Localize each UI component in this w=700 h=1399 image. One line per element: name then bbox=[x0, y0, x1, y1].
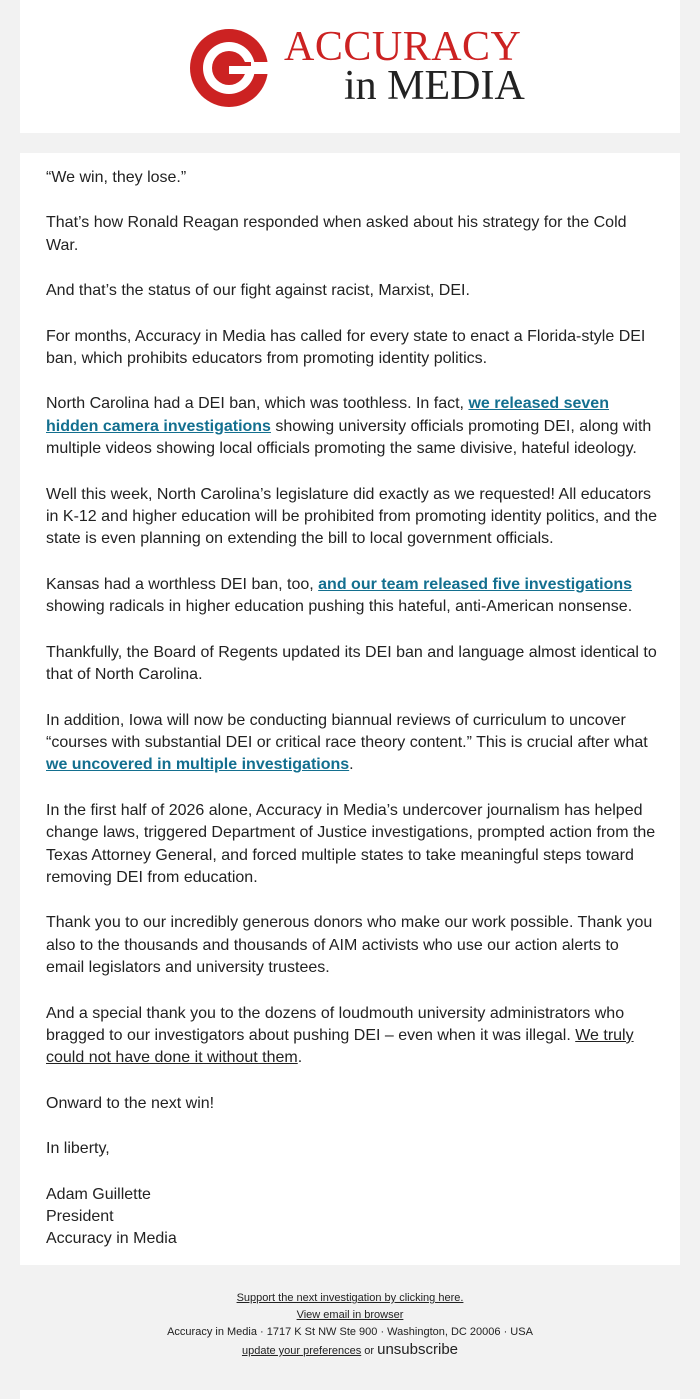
paragraph-text: In addition, Iowa will now be conducting biannual reviews of curriculum to uncover “courses with substantial DEI or critical race theory content.” This is crucial after what bbox=[46, 711, 648, 751]
signature-name: Adam Guillette bbox=[46, 1185, 151, 1203]
multiple-investigations-link[interactable]: we uncovered in multiple investigations bbox=[46, 756, 350, 774]
paragraph-text: North Carolina had a DEI ban, which was toothless. In fact, bbox=[46, 395, 469, 413]
seven-investigations-link[interactable]: we released seven hidden camera investigations bbox=[46, 395, 609, 435]
view-in-browser-link[interactable]: View email in browser bbox=[296, 1309, 404, 1321]
paragraph: In the first half of 2026 alone, Accuracy in Media’s undercover journalism has helped change laws, triggered Department of Justice investigations, prompted action from the Texas Attorney General, and forced multiple states to take meaningful steps toward removing DEI from education. bbox=[46, 801, 656, 886]
support-investigation-link[interactable]: Support the next investigation by clicking here. bbox=[236, 1292, 464, 1304]
paragraph-text: And a special thank you to the dozens of loudmouth university administrators who bragged to our investigators about pushing DEI – even when it was illegal. bbox=[46, 1004, 625, 1044]
paragraph bbox=[46, 393, 658, 460]
email-footer bbox=[0, 1290, 700, 1360]
paragraph-text: showing radicals in higher education pushing this hateful, anti-American nonsense. bbox=[46, 598, 633, 616]
logo-text-accuracy: ACCURACY bbox=[284, 24, 522, 70]
paragraph: Thank you to our incredibly generous donors who make our work possible. Thank you also to the thousands and thousands of AIM activists who use our action alerts to email legislators and university trustees. bbox=[46, 914, 653, 977]
paragraph-text: . bbox=[349, 756, 354, 774]
paragraph bbox=[46, 710, 658, 777]
paragraph: And that’s the status of our fight against racist, Marxist, DEI. bbox=[46, 282, 470, 300]
five-investigations-link[interactable]: and our team released five investigations bbox=[318, 575, 633, 593]
email-header bbox=[20, 0, 680, 133]
paragraph: Thankfully, the Board of Regents updated its DEI ban and language almost identical to that of North Carolina. bbox=[46, 643, 657, 684]
letter-card bbox=[20, 153, 680, 1265]
underlined-text: We truly could not have done it without them bbox=[46, 1026, 634, 1067]
footer-or-text: or bbox=[361, 1345, 378, 1357]
paragraph: In liberty, bbox=[46, 1140, 110, 1158]
signature-org: Accuracy in Media bbox=[46, 1230, 177, 1248]
bottom-card bbox=[20, 1390, 680, 1399]
paragraph: For months, Accuracy in Media has called for every state to enact a Florida-style DEI ban, which prohibits educators from promoting identity politics. bbox=[46, 327, 646, 368]
letter-body bbox=[46, 167, 658, 1251]
paragraph-text: Kansas had a worthless DEI ban, too, bbox=[46, 575, 319, 593]
paragraph bbox=[46, 574, 658, 619]
accuracy-in-media-logo[interactable] bbox=[188, 24, 548, 109]
paragraph bbox=[46, 1003, 658, 1070]
paragraph-text: showing university officials promoting DEI, along with multiple videos showing local officials promoting the same divisive, hateful ideology. bbox=[46, 417, 652, 458]
paragraph: Well this week, North Carolina’s legislature did exactly as we requested! All educators in K-12 and higher education will be prohibited from promoting identity politics, and the state is even planning on extending the bill to local government officials. bbox=[46, 485, 658, 548]
paragraph: Onward to the next win! bbox=[46, 1094, 215, 1112]
aim-emblem-icon bbox=[188, 27, 270, 109]
paragraph: That’s how Ronald Reagan responded when asked about his strategy for the Cold War. bbox=[46, 214, 627, 254]
paragraph: “We win, they lose.” bbox=[46, 169, 187, 186]
mailing-address: Accuracy in Media · 1717 K St NW Ste 900 · Washington, DC 20006 · USA bbox=[167, 1326, 533, 1338]
logo-text-in-media: in MEDIA bbox=[344, 63, 525, 109]
unsubscribe-link[interactable]: unsubscribe bbox=[377, 1341, 459, 1358]
paragraph-text: . bbox=[297, 1049, 303, 1067]
update-preferences-link[interactable]: update your preferences bbox=[241, 1345, 362, 1357]
signature-title: President bbox=[46, 1208, 114, 1225]
